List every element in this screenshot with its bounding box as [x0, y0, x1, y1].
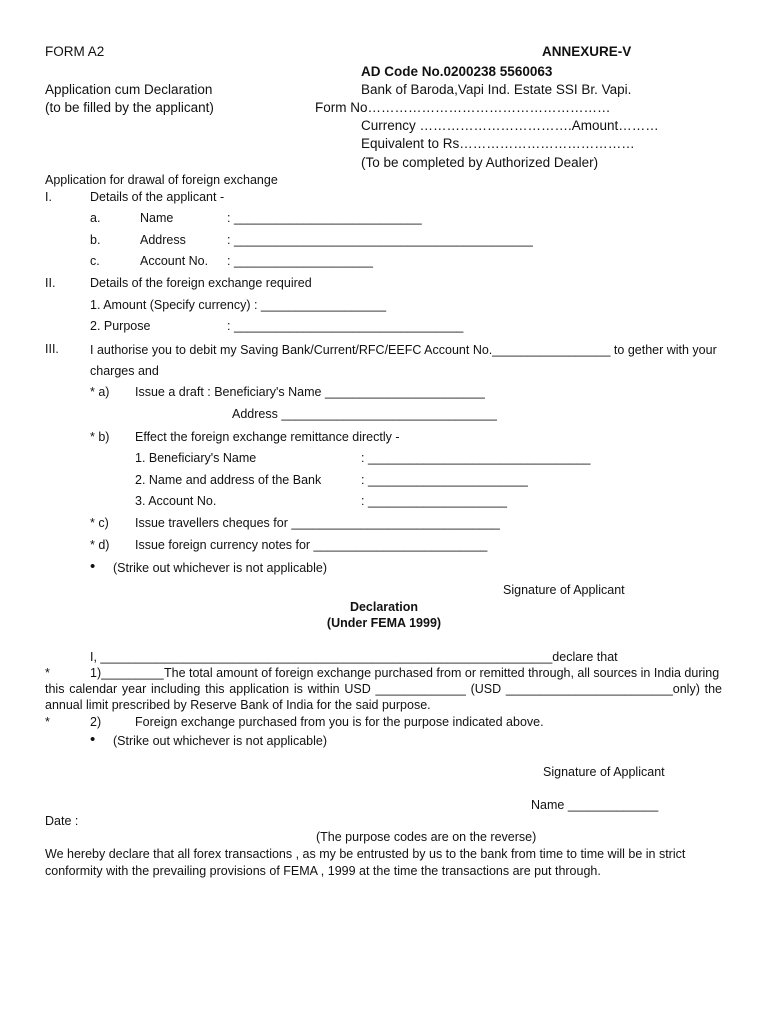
- section-2-label: Details of the foreign exchange required: [90, 276, 312, 290]
- currency-notes-field[interactable]: Issue foreign currency notes for _________________________: [135, 538, 488, 552]
- applicant-address-letter: b.: [90, 233, 101, 247]
- remittance-label: Effect the foreign exchange remittance directly -: [135, 430, 400, 444]
- amount-field[interactable]: 1. Amount (Specify currency) : __________________: [90, 298, 387, 312]
- section-1-number: I.: [45, 190, 52, 204]
- debit-authorisation-cont: charges and: [90, 364, 159, 378]
- declaration-strike-note: (Strike out whichever is not applicable): [113, 734, 327, 748]
- form-subtitle: (to be filled by the applicant): [45, 100, 214, 115]
- beneficiary-name-label: 1. Beneficiary's Name: [135, 451, 257, 465]
- travellers-cheques-field[interactable]: Issue travellers cheques for ______________________________: [135, 516, 500, 530]
- form-number-field[interactable]: Form No………………………………………………: [315, 100, 611, 115]
- applicant-account-letter: c.: [90, 254, 100, 268]
- purpose-field[interactable]: : _________________________________: [227, 319, 464, 333]
- bank-declaration-line-2: conformity with the prevailing provisions of FEMA , 1999 at the time the transactions are put through.: [45, 864, 601, 878]
- option-d-mark: * d): [90, 538, 110, 552]
- purpose-codes-note: (The purpose codes are on the reverse): [316, 830, 537, 844]
- applicant-name-label: Name: [140, 211, 174, 225]
- beneficiary-account-label: 3. Account No.: [135, 494, 217, 508]
- declaration-signature-label: Signature of Applicant: [543, 765, 665, 779]
- applicant-name-field[interactable]: : ___________________________: [227, 211, 422, 225]
- bullet-icon: •: [90, 558, 96, 575]
- bullet-icon: •: [90, 731, 96, 748]
- option-a-mark: * a): [90, 385, 110, 399]
- date-field[interactable]: Date :: [45, 814, 79, 828]
- item-2-star: *: [45, 715, 50, 729]
- bank-declaration-line-1: We hereby declare that all forex transactions , as my be entrusted by us to the bank from time to time will be in strict: [45, 847, 686, 861]
- beneficiary-account-field[interactable]: : ____________________: [361, 494, 507, 508]
- purpose-label: 2. Purpose: [90, 319, 151, 333]
- form-title: Application cum Declaration: [45, 82, 213, 97]
- section-3-number: III.: [45, 342, 59, 356]
- declarant-name-field[interactable]: I, _________________________________________________________________declare that: [90, 650, 618, 664]
- item-1-text-cont: annual limit prescribed by Reserve Bank of India for the said purpose.: [45, 698, 431, 712]
- annexure-label: ANNEXURE-V: [542, 44, 632, 59]
- equivalent-rs-field[interactable]: Equivalent to Rs…………………………………: [361, 136, 635, 151]
- bank-address-field[interactable]: : _______________________: [361, 473, 528, 487]
- item-2-number: 2): [90, 715, 102, 729]
- usd-limit-field[interactable]: this calendar year including this application is within USD _____________ (USD ________________________only) the: [45, 682, 722, 696]
- form-code: FORM A2: [45, 44, 105, 59]
- debit-authorisation[interactable]: I authorise you to debit my Saving Bank/Current/RFC/EEFC Account No._________________ to gether with your: [90, 343, 717, 357]
- declaration-title: Declaration: [349, 600, 419, 614]
- item-1-text: The total amount of foreign exchange purchased from or remitted through, all sources in India during: [164, 666, 720, 680]
- applicant-address-label: Address: [140, 233, 186, 247]
- bank-name: Bank of Baroda,Vapi Ind. Estate SSI Br. Vapi.: [361, 82, 632, 97]
- section-1-label: Details of the applicant -: [90, 190, 225, 204]
- declarant-name-line[interactable]: Name _____________: [531, 798, 659, 812]
- option-c-mark: * c): [90, 516, 109, 530]
- issue-draft-field[interactable]: Issue a draft : Beneficiary's Name _______________________: [135, 385, 485, 399]
- applicant-name-letter: a.: [90, 211, 101, 225]
- beneficiary-name-field[interactable]: : ________________________________: [361, 451, 591, 465]
- item-1-star: *: [45, 666, 50, 680]
- ad-code: AD Code No.0200238 5560063: [361, 64, 553, 79]
- declaration-subtitle: (Under FEMA 1999): [326, 616, 442, 630]
- dealer-note: (To be completed by Authorized Dealer): [361, 155, 599, 170]
- item-2-text: Foreign exchange purchased from you is for the purpose indicated above.: [135, 715, 544, 729]
- applicant-account-label: Account No.: [140, 254, 209, 268]
- strike-note: (Strike out whichever is not applicable): [113, 561, 327, 575]
- applicant-address-field[interactable]: : ___________________________________________: [227, 233, 533, 247]
- section-2-number: II.: [45, 276, 56, 290]
- item-1-number-field[interactable]: 1)_________: [90, 666, 164, 680]
- option-b-mark: * b): [90, 430, 110, 444]
- currency-amount-field[interactable]: Currency …………………………….Amount………: [361, 118, 659, 133]
- draft-address-field[interactable]: Address _______________________________: [232, 407, 497, 421]
- bank-address-label: 2. Name and address of the Bank: [135, 473, 322, 487]
- applicant-signature-label: Signature of Applicant: [503, 583, 625, 597]
- applicant-account-field[interactable]: : ____________________: [227, 254, 373, 268]
- application-heading: Application for drawal of foreign exchange: [45, 173, 278, 187]
